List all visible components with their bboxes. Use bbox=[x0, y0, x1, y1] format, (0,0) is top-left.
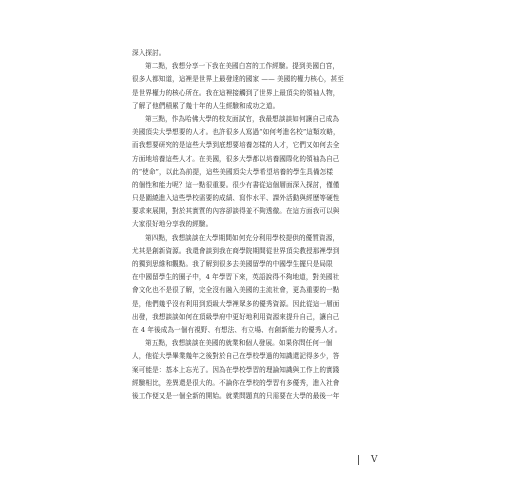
text-line: 美國頂尖大學想要的人才。也許很多人寫過“如何考進名校”這類攻略， bbox=[132, 128, 340, 137]
footer-divider bbox=[358, 455, 359, 465]
text-line: 了解了他們積累了幾十年的人生經驗和成功之道。 bbox=[132, 101, 280, 110]
text-line: 大家很好地分享我的經驗。 bbox=[132, 220, 213, 229]
page-footer bbox=[358, 455, 378, 465]
text-line: 人，他從大學畢業幾年之後對於自己在學校學過的知識還記得多少，答 bbox=[132, 352, 340, 361]
text-line: 方面地培養這些人才。在美國，很多大學都以培養國際化的領袖為自己 bbox=[132, 154, 340, 163]
text-line: 深入探討。 bbox=[132, 49, 166, 57]
paragraph bbox=[132, 60, 388, 113]
body-text bbox=[132, 47, 388, 403]
text-line: 很多人都知道，這裡是世界上最發達的國家 —— 美國的權力核心，甚至 bbox=[132, 75, 344, 84]
text-line: 第三點，作為哈佛大學的校友面試官，我最想談談如何讓自己成為 bbox=[145, 114, 340, 123]
paragraph bbox=[132, 47, 388, 60]
text-line: 的“使命”，以此為前提，這些美國頂尖大學希望培養的學生具備怎樣 bbox=[132, 167, 334, 176]
text-line: 尤其是創新資源。我還會談到我在商學院期間從世界頂尖教授那裡學到 bbox=[132, 246, 340, 255]
text-line: 在中國留學生的圈子中，4 年學習下來，英語說得不夠地道，對美國社 bbox=[132, 273, 340, 282]
text-line: 會文化也不是很了解，完全沒有融入美國的主流社會，更為重要的一點 bbox=[132, 286, 340, 295]
paragraph bbox=[132, 337, 388, 403]
text-line: 要求來展開，對於其實質的內容卻談得並不夠透徹。在這方面我可以與 bbox=[132, 207, 340, 216]
text-line: 而我想要研究的是這些大學到底想要培養怎樣的人才，它們又如何去全 bbox=[132, 141, 340, 150]
text-line: 的個性和能力呢？這一點很重要。很少有書從這個層面深入探討，僅僅 bbox=[132, 180, 340, 189]
text-line: 的獨到思維和觀點。我了解到很多去美國留學的中國學生擺只是局限 bbox=[132, 260, 333, 268]
text-line: 出發，我想談談如何在頂級學府中更好地利用資源來提升自己，讓自己 bbox=[132, 312, 340, 321]
text-line: 案可能是：基本上忘光了。因為在學校學習的理論知識與工作上的實踐 bbox=[132, 365, 340, 374]
text-line: 在 4 年後成為一個有視野、有想法、有立場、有創新能力的優秀人才。 bbox=[132, 325, 342, 334]
text-line: 後工作便又是一個全新的開始。就業問題真的只需要在大學的最後一年 bbox=[132, 391, 340, 400]
paragraph bbox=[132, 232, 388, 338]
text-line: 是世界權力的核心所在。我在這裡接觸到了世界上最頂尖的領袖人物， bbox=[132, 88, 340, 97]
page-number: V bbox=[371, 455, 378, 465]
text-line: 第二點，我想分享一下我在美國白宮的工作經驗。提到美國白宮， bbox=[145, 62, 340, 71]
text-line: 只是圍繞進入這些學校需要的成績、寫作水平、課外活動與經歷等硬性 bbox=[132, 194, 340, 203]
text-line: 經驗相比，差異還是很大的。不論你在學校的學習有多優秀，進入社會 bbox=[132, 378, 340, 387]
text-line: 第四點，我想談談在大學期間如何充分利用學校提供的優質資源， bbox=[145, 233, 340, 242]
text-line: 第五點，我想談談在美國的就業和個人發展。如果你問任何一個 bbox=[145, 339, 333, 348]
paragraph bbox=[132, 113, 388, 232]
text-line: 是，他們幾乎沒有利用到頂級大學裡眾多的優秀資源。因此從這一層面 bbox=[132, 299, 340, 308]
